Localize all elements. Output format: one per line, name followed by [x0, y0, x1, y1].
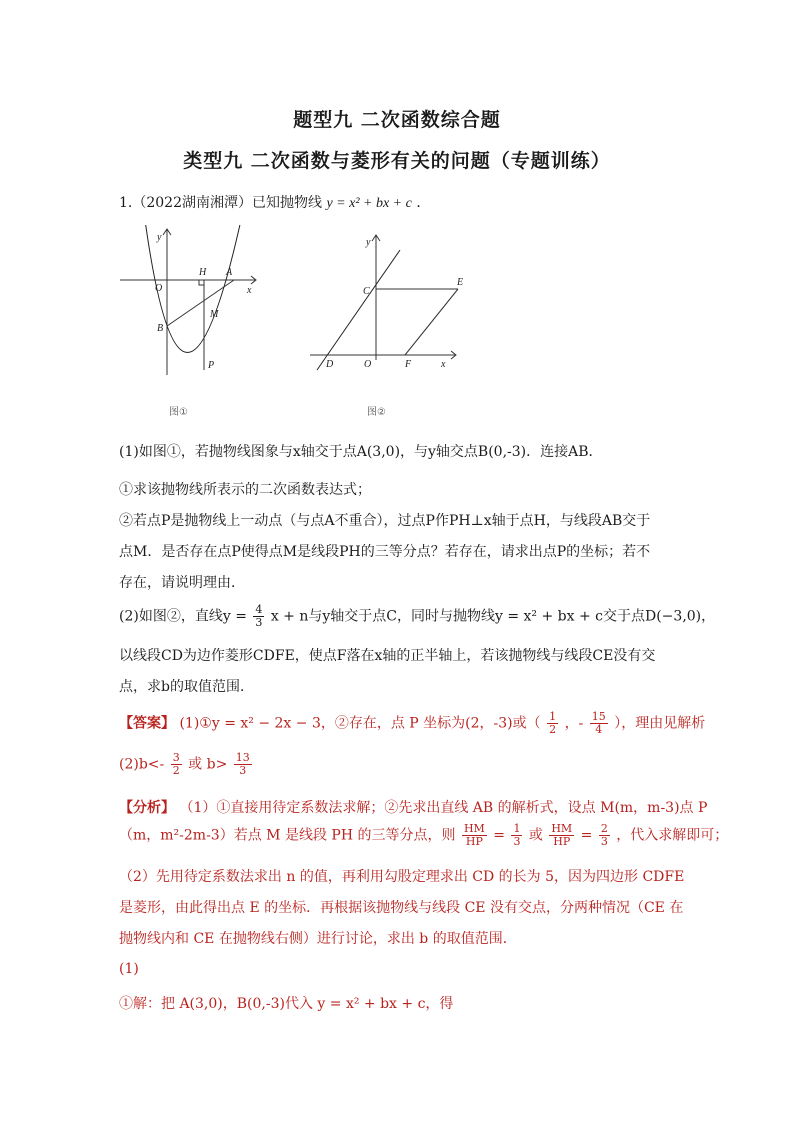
answer-1-fraction-b-num: 15	[591, 710, 606, 723]
fig1-segment-ab	[167, 280, 234, 326]
answer-2-fraction-b-den: 3	[239, 764, 247, 777]
solution-line-1-text: ①解：把 A(3,0)，B(0,-3)代入 y = x² + bx + c，得	[119, 996, 454, 1012]
question-part-2-line3: 点，求b的取值范围．	[119, 679, 254, 695]
solution-line-1	[119, 993, 453, 1013]
analysis-fraction-3-num: HM	[551, 822, 573, 835]
fig2-label-d: D	[326, 359, 334, 370]
fig2-label-f: F	[405, 359, 412, 370]
analysis-fraction-2-den: 3	[513, 835, 521, 848]
fig2-label-e: E	[457, 277, 464, 288]
analysis-fraction-2	[511, 823, 522, 848]
answer-2-fraction-b	[234, 752, 252, 777]
question-part-1a: ①求该抛物线所表示的二次函数表达式；	[119, 482, 371, 498]
answer-1-text-a: (1)①y = x² − 2x − 3，②存在，点 P 坐标为(2，-3)或（	[179, 715, 541, 732]
figure-2	[305, 225, 465, 425]
answer-1-fraction-a	[547, 711, 558, 736]
analysis-fraction-4-den: 3	[600, 835, 608, 848]
analysis-fraction-3-den: HP	[553, 835, 571, 848]
answer-2-fraction-b-num: 13	[235, 751, 250, 764]
analysis-fraction-1-den: HP	[465, 835, 483, 848]
answer-1-text-mid: ，-	[564, 715, 584, 732]
analysis-line-1-text: （1）①直接用待定系数法求解；②先求出直线 AB 的解析式，设点 M(m，m-3)点 P	[179, 800, 708, 816]
answer-tag: 【答案】	[119, 715, 175, 732]
analysis-fraction-1-num: HM	[463, 822, 485, 835]
question-part-2-pre: (2)如图②，直线y =	[119, 608, 247, 625]
analysis-line-4: 是菱形，由此得出点 E 的坐标．再根据该抛物线与线段 CE 没有交点，分两种情况（CE 在	[119, 900, 684, 916]
fig1-label-y: y	[157, 232, 162, 243]
analysis-line-2-text-e: ，代入求解即可；	[616, 827, 729, 844]
question-intro-text: 1.（2022湖南湘潭）已知抛物线	[119, 195, 322, 211]
analysis-line-2-text-b: =	[493, 827, 505, 844]
question-part-2-post: x + n与y轴交于点C，同时与抛物线y = x² + bx + c交于点D(−3,0)，	[270, 608, 716, 625]
fig1-label-h: H	[199, 267, 207, 278]
fig2-label-c: C	[363, 286, 370, 297]
fig2-caption: 图②	[367, 407, 386, 418]
fig1-label-m: M	[210, 309, 219, 320]
question-part-2-fraction	[253, 604, 264, 629]
answer-1-text-end: ），理由见解析	[614, 715, 706, 732]
solution-part-label: (1)	[119, 961, 139, 977]
answer-2-fraction-a-den: 2	[172, 764, 180, 777]
analysis-fraction-1	[462, 823, 487, 848]
answer-1-fraction-b-den: 4	[595, 723, 603, 736]
answer-line-2	[119, 752, 254, 777]
fig1-label-a: A	[226, 267, 233, 278]
question-part-2-line1	[119, 604, 715, 629]
fig1-right-angle-mark	[199, 280, 204, 285]
fig2-segment-fe	[405, 289, 458, 355]
analysis-fraction-3	[549, 823, 574, 848]
question-intro	[119, 192, 430, 212]
fig1-caption: 图①	[169, 407, 188, 418]
answer-1-fraction-a-den: 2	[549, 723, 557, 736]
analysis-line-2-text-d: =	[580, 827, 593, 844]
question-intro-equation: y = x² + bx + c	[326, 196, 412, 211]
fig2-label-y: y	[366, 237, 371, 248]
analysis-line-2-text-c: 或	[528, 827, 543, 844]
page-subtitle: 类型九 二次函数与菱形有关的问题（专题训练）	[183, 150, 611, 172]
answer-line-1	[119, 711, 705, 736]
analysis-line-5: 抛物线内和 CE 在抛物线右侧）进行讨论，求出 b 的取值范围．	[119, 931, 517, 947]
fig2-label-o: O	[364, 359, 372, 370]
question-part-1b-line1: ②若点P是抛物线上一动点（与点A不重合），过点P作PH⊥x轴于点H，与线段AB交于	[119, 513, 651, 529]
question-intro-end: ．	[416, 195, 431, 211]
analysis-line-3: （2）先用待定系数法求出 n 的值，再利用勾股定理求出 CD 的长为 5，因为四边形 CDFE	[119, 869, 685, 885]
fig1-label-o: O	[155, 283, 163, 294]
answer-1-fraction-b	[590, 711, 608, 736]
fig1-label-b: B	[157, 323, 164, 334]
question-part-2-fraction-den: 3	[255, 616, 263, 629]
analysis-line-2-text-a: （m，m²-2m-3）若点 M 是线段 PH 的三等分点，则	[119, 827, 456, 844]
answer-2-fraction-a	[171, 752, 182, 777]
analysis-line-1	[119, 797, 707, 817]
figure-1	[115, 225, 265, 425]
answer-1-fraction-a-num: 1	[549, 710, 557, 723]
fig1-label-p: P	[208, 360, 215, 371]
question-part-1b-line2: 点M．是否存在点P使得点M是线段PH的三等分点？若存在，请求出点P的坐标；若不	[119, 544, 651, 560]
analysis-line-2	[119, 823, 728, 848]
fig1-label-x: x	[247, 285, 252, 296]
fig2-line-cd	[317, 250, 400, 370]
question-part-2-fraction-num: 4	[255, 603, 263, 616]
answer-2-text-a: (2)b<-	[119, 756, 165, 773]
analysis-fraction-4	[599, 823, 610, 848]
question-part-2-line2: 以线段CD为边作菱形CDFE，使点F落在x轴的正半轴上，若该抛物线与线段CE没有交	[119, 648, 656, 664]
page-title: 题型九 二次函数综合题	[293, 109, 501, 131]
fig2-label-x: x	[441, 359, 446, 370]
question-part-1b-line3: 存在，请说明理由．	[119, 575, 245, 591]
analysis-fraction-2-num: 1	[513, 822, 521, 835]
answer-2-fraction-a-num: 3	[172, 751, 180, 764]
analysis-fraction-4-num: 2	[600, 822, 608, 835]
answer-2-text-mid: 或 b>	[188, 756, 228, 773]
question-part-1: (1)如图①，若抛物线图象与x轴交于点A(3,0)，与y轴交点B(0,-3)．连接AB．	[119, 444, 603, 460]
analysis-tag: 【分析】	[119, 800, 175, 816]
